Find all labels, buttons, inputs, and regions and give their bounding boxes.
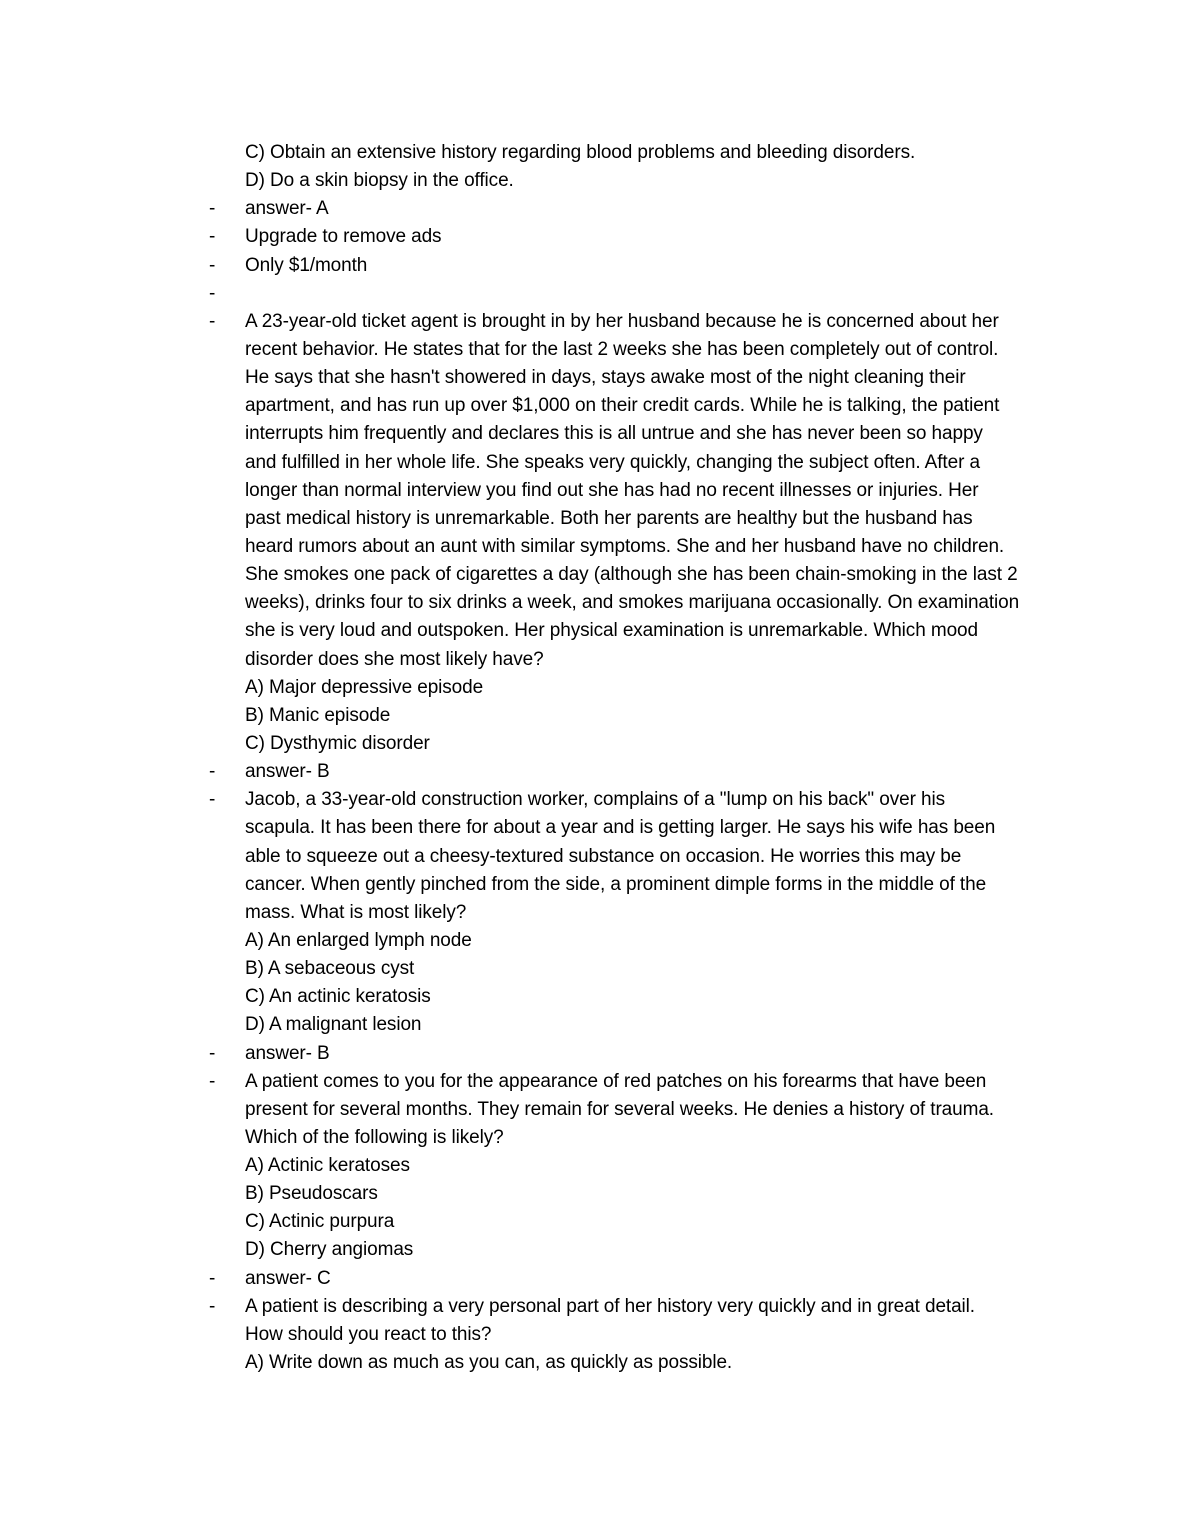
line-text: B) A sebaceous cyst bbox=[245, 958, 415, 980]
line-text: Upgrade to remove ads bbox=[245, 226, 442, 248]
line-text: She smokes one pack of cigarettes a day (although she has been chain-smoking in the last 2 bbox=[245, 564, 1018, 586]
text-line-2 bbox=[0, 167, 1190, 195]
text-line-3 bbox=[0, 195, 1190, 223]
text-line-24 bbox=[0, 786, 1190, 814]
line-text: C) Dysthymic disorder bbox=[245, 732, 430, 754]
text-line-42 bbox=[0, 1293, 1190, 1321]
text-line-8 bbox=[0, 336, 1190, 364]
line-text: able to squeeze out a cheesy-textured substance on occasion. He worries this may be bbox=[245, 845, 962, 867]
line-text: recent behavior. He states that for the last 2 weeks she has been completely out of control. bbox=[245, 338, 999, 360]
bullet-dash: - bbox=[209, 1295, 216, 1317]
line-text: A 23-year-old ticket agent is brought in by her husband because he is concerned about her bbox=[245, 310, 999, 332]
text-line-40 bbox=[0, 1236, 1190, 1264]
line-text: mass. What is most likely? bbox=[245, 901, 467, 923]
line-text: A) Write down as much as you can, as quickly as possible. bbox=[245, 1352, 733, 1374]
line-text: heard rumors about an aunt with similar symptoms. She and her husband have no children. bbox=[245, 535, 1005, 557]
line-text: weeks), drinks four to six drinks a week, and smokes marijuana occasionally. On examination bbox=[245, 592, 1020, 614]
line-text: Only $1/month bbox=[245, 254, 368, 276]
line-text: interrupts him frequently and declares this is all untrue and she has never been so happy bbox=[245, 423, 983, 445]
text-line-36 bbox=[0, 1124, 1190, 1152]
text-line-19 bbox=[0, 646, 1190, 674]
line-text: A) Actinic keratoses bbox=[245, 1155, 410, 1177]
line-text: Jacob, a 33-year-old construction worker, complains of a "lump on his back" over his bbox=[245, 789, 945, 811]
text-line-31 bbox=[0, 983, 1190, 1011]
bullet-dash: - bbox=[209, 198, 216, 220]
text-line-4 bbox=[0, 223, 1190, 251]
text-line-30 bbox=[0, 955, 1190, 983]
text-line-5 bbox=[0, 252, 1190, 280]
document-body bbox=[0, 139, 1190, 1377]
text-line-41 bbox=[0, 1265, 1190, 1293]
text-line-32 bbox=[0, 1011, 1190, 1039]
text-line-29 bbox=[0, 927, 1190, 955]
bullet-dash: - bbox=[209, 789, 216, 811]
text-line-1 bbox=[0, 139, 1190, 167]
text-line-25 bbox=[0, 814, 1190, 842]
text-line-7 bbox=[0, 308, 1190, 336]
text-line-39 bbox=[0, 1208, 1190, 1236]
text-line-21 bbox=[0, 702, 1190, 730]
line-text: B) Pseudoscars bbox=[245, 1183, 378, 1205]
line-text: past medical history is unremarkable. Both her parents are healthy but the husband has bbox=[245, 507, 973, 529]
line-text: present for several months. They remain for several weeks. He denies a history of trauma. bbox=[245, 1098, 994, 1120]
text-line-28 bbox=[0, 899, 1190, 927]
line-text: A) Major depressive episode bbox=[245, 676, 484, 698]
text-line-23 bbox=[0, 758, 1190, 786]
text-line-38 bbox=[0, 1180, 1190, 1208]
line-text: A patient comes to you for the appearance of red patches on his forearms that have been bbox=[245, 1070, 987, 1092]
text-line-18 bbox=[0, 617, 1190, 645]
line-text: C) An actinic keratosis bbox=[245, 986, 431, 1008]
line-text: cancer. When gently pinched from the side, a prominent dimple forms in the middle of the bbox=[245, 873, 987, 895]
line-text: C) Actinic purpura bbox=[245, 1211, 395, 1233]
line-text: answer- C bbox=[245, 1267, 331, 1289]
line-text: How should you react to this? bbox=[245, 1323, 492, 1345]
bullet-dash: - bbox=[209, 254, 216, 276]
line-text: B) Manic episode bbox=[245, 704, 391, 726]
bullet-dash: - bbox=[209, 761, 216, 783]
text-line-44 bbox=[0, 1349, 1190, 1377]
bullet-dash: - bbox=[209, 226, 216, 248]
line-text: Which of the following is likely? bbox=[245, 1126, 504, 1148]
line-text: D) A malignant lesion bbox=[245, 1014, 422, 1036]
text-line-11 bbox=[0, 420, 1190, 448]
text-line-34 bbox=[0, 1068, 1190, 1096]
text-line-16 bbox=[0, 561, 1190, 589]
line-text: He says that she hasn't showered in days, stays awake most of the night cleaning their bbox=[245, 367, 966, 389]
text-line-15 bbox=[0, 533, 1190, 561]
line-text: longer than normal interview you find out she has had no recent illnesses or injuries. Her bbox=[245, 479, 979, 501]
line-text: answer- B bbox=[245, 761, 330, 783]
text-line-13 bbox=[0, 477, 1190, 505]
text-line-35 bbox=[0, 1096, 1190, 1124]
text-line-9 bbox=[0, 364, 1190, 392]
line-text: and fulfilled in her whole life. She speaks very quickly, changing the subject often. After a bbox=[245, 451, 980, 473]
text-line-26 bbox=[0, 843, 1190, 871]
text-line-10 bbox=[0, 392, 1190, 420]
line-text: D) Do a skin biopsy in the office. bbox=[245, 170, 514, 192]
line-text: C) Obtain an extensive history regarding blood problems and bleeding disorders. bbox=[245, 142, 916, 163]
text-line-27 bbox=[0, 871, 1190, 899]
text-line-6 bbox=[0, 280, 1190, 308]
text-line-17 bbox=[0, 589, 1190, 617]
line-text: disorder does she most likely have? bbox=[245, 648, 544, 670]
line-text: she is very loud and outspoken. Her physical examination is unremarkable. Which mood bbox=[245, 620, 978, 642]
bullet-dash: - bbox=[209, 282, 216, 304]
line-text: D) Cherry angiomas bbox=[245, 1239, 414, 1261]
line-text: apartment, and has run up over $1,000 on their credit cards. While he is talking, the patient bbox=[245, 395, 1000, 417]
text-line-20 bbox=[0, 674, 1190, 702]
text-line-14 bbox=[0, 505, 1190, 533]
bullet-dash: - bbox=[209, 1267, 216, 1289]
text-line-43 bbox=[0, 1321, 1190, 1349]
line-text: A patient is describing a very personal part of her history very quickly and in great detail. bbox=[245, 1295, 975, 1317]
text-line-33 bbox=[0, 1040, 1190, 1068]
bullet-dash: - bbox=[209, 310, 216, 332]
line-text: scapula. It has been there for about a year and is getting larger. He says his wife has been bbox=[245, 817, 996, 839]
line-text: A) An enlarged lymph node bbox=[245, 929, 472, 951]
line-text: answer- A bbox=[245, 198, 329, 220]
bullet-dash: - bbox=[209, 1070, 216, 1092]
line-text: answer- B bbox=[245, 1042, 330, 1064]
text-line-12 bbox=[0, 449, 1190, 477]
text-line-37 bbox=[0, 1152, 1190, 1180]
bullet-dash: - bbox=[209, 1042, 216, 1064]
text-line-22 bbox=[0, 730, 1190, 758]
